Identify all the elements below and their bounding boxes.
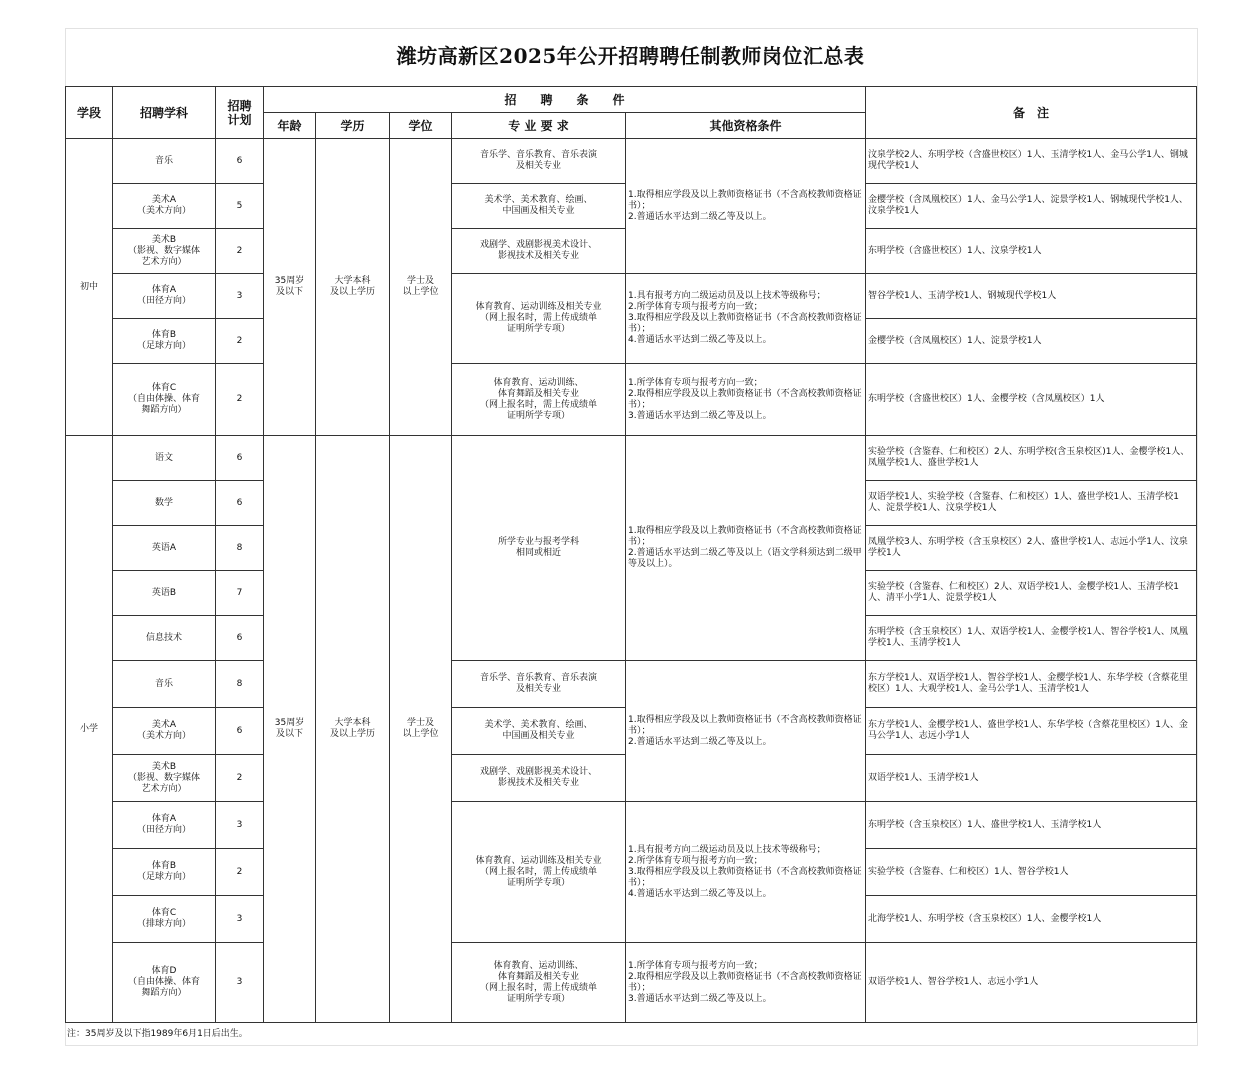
plan-cell: 3 (216, 943, 264, 1023)
notes-cell: 凤凰学校3人、东明学校（含玉泉校区）2人、盛世学校1人、志远小学1人、汶泉学校1人 (866, 526, 1197, 571)
subject-cell: 音乐 (113, 661, 216, 708)
plan-cell: 8 (216, 526, 264, 571)
subject-cell: 体育C （自由体操、体育 舞蹈方向） (113, 364, 216, 436)
header-education: 学历 (316, 113, 390, 139)
notes-cell: 东明学校（含玉泉校区）1人、双语学校1人、金樱学校1人、智谷学校1人、凤凰学校1人、玉清学校1人 (866, 616, 1197, 661)
degree-cell: 学士及 以上学位 (390, 139, 452, 436)
other-cell: 1.具有报考方向二级运动员及以上技术等级称号； 2.所学体育专项与报考方向一致； 3.取得相应学段及以上教师资格证书（不含高校教师资格证书）； 4.普通话水平达到二级乙等及以上。 (626, 274, 866, 364)
age-cell: 35周岁 及以下 (264, 139, 316, 436)
major-cell: 所学专业与报考学科 相同或相近 (452, 436, 626, 661)
age-cell: 35周岁 及以下 (264, 436, 316, 1023)
subject-cell: 英语A (113, 526, 216, 571)
table-row (66, 802, 1197, 849)
table-row (66, 274, 1197, 319)
notes-cell: 双语学校1人、玉清学校1人 (866, 755, 1197, 802)
plan-cell: 6 (216, 708, 264, 755)
plan-cell: 2 (216, 849, 264, 896)
header-conditions: 招 聘 条 件 (264, 87, 866, 113)
header-major: 专 业 要 求 (452, 113, 626, 139)
plan-cell: 6 (216, 139, 264, 184)
major-cell: 美术学、美术教育、绘画、 中国画及相关专业 (452, 184, 626, 229)
subject-cell: 体育D （自由体操、体育 舞蹈方向） (113, 943, 216, 1023)
header-other: 其他资格条件 (626, 113, 866, 139)
plan-cell: 2 (216, 755, 264, 802)
notes-cell: 实验学校（含鉴春、仁和校区）1人、智谷学校1人 (866, 849, 1197, 896)
other-cell: 1.具有报考方向二级运动员及以上技术等级称号； 2.所学体育专项与报考方向一致； 3.取得相应学段及以上教师资格证书（不含高校教师资格证书）； 4.普通话水平达到二级乙等及以上。 (626, 802, 866, 943)
table-row (66, 436, 1197, 481)
plan-cell: 2 (216, 319, 264, 364)
header-plan: 招聘 计划 (216, 87, 264, 139)
table-row (66, 943, 1197, 1023)
subject-cell: 体育B （足球方向） (113, 849, 216, 896)
notes-cell: 汶泉学校2人、东明学校（含盛世校区）1人、玉清学校1人、金马公学1人、钢城现代学校1人 (866, 139, 1197, 184)
major-cell: 戏剧学、戏剧影视美术设计、 影视技术及相关专业 (452, 229, 626, 274)
subject-cell: 体育A （田径方向） (113, 802, 216, 849)
stage-cell: 小学 (66, 436, 113, 1023)
table-row (66, 139, 1197, 184)
plan-cell: 2 (216, 229, 264, 274)
subject-cell: 数学 (113, 481, 216, 526)
header-subject: 招聘学科 (113, 87, 216, 139)
education-cell: 大学本科 及以上学历 (316, 139, 390, 436)
notes-cell: 东明学校（含盛世校区）1人、汶泉学校1人 (866, 229, 1197, 274)
subject-cell: 语文 (113, 436, 216, 481)
major-cell: 音乐学、音乐教育、音乐表演 及相关专业 (452, 139, 626, 184)
major-cell: 体育教育、运动训练及相关专业 （网上报名时，需上传成绩单 证明所学专项） (452, 274, 626, 364)
table-row (66, 364, 1197, 436)
subject-cell: 音乐 (113, 139, 216, 184)
notes-cell: 双语学校1人、智谷学校1人、志远小学1人 (866, 943, 1197, 1023)
notes-cell: 金樱学校（含凤凰校区）1人、金马公学1人、淀景学校1人、钢城现代学校1人、汶泉学校1人 (866, 184, 1197, 229)
other-cell: 1.所学体育专项与报考方向一致； 2.取得相应学段及以上教师资格证书（不含高校教师资格证书）； 3.普通话水平达到二级乙等及以上。 (626, 364, 866, 436)
major-cell: 体育教育、运动训练及相关专业 （网上报名时，需上传成绩单 证明所学专项） (452, 802, 626, 943)
notes-cell: 实验学校（含鉴春、仁和校区）2人、双语学校1人、金樱学校1人、玉清学校1人、清平小学1人、淀景学校1人 (866, 571, 1197, 616)
header-stage: 学段 (66, 87, 113, 139)
plan-cell: 6 (216, 436, 264, 481)
header-notes: 备 注 (866, 87, 1197, 139)
footnote: 注：35周岁及以下指1989年6月1日后出生。 (67, 1029, 248, 1039)
subject-cell: 信息技术 (113, 616, 216, 661)
header-degree: 学位 (390, 113, 452, 139)
page-title: 潍坊高新区2025年公开招聘聘任制教师岗位汇总表 (396, 44, 865, 68)
other-cell: 1.取得相应学段及以上教师资格证书（不含高校教师资格证书）； 2.普通话水平达到二级乙等及以上。 (626, 661, 866, 802)
notes-cell: 东明学校（含盛世校区）1人、金樱学校（含凤凰校区）1人 (866, 364, 1197, 436)
stage-cell: 初中 (66, 139, 113, 436)
plan-cell: 8 (216, 661, 264, 708)
notes-cell: 北海学校1人、东明学校（含玉泉校区）1人、金樱学校1人 (866, 896, 1197, 943)
education-cell: 大学本科 及以上学历 (316, 436, 390, 1023)
subject-cell: 体育C （排球方向） (113, 896, 216, 943)
subject-cell: 美术A （美术方向） (113, 708, 216, 755)
plan-cell: 3 (216, 802, 264, 849)
subject-cell: 体育B （足球方向） (113, 319, 216, 364)
major-cell: 戏剧学、戏剧影视美术设计、 影视技术及相关专业 (452, 755, 626, 802)
notes-cell: 智谷学校1人、玉清学校1人、钢城现代学校1人 (866, 274, 1197, 319)
major-cell: 美术学、美术教育、绘画、 中国画及相关专业 (452, 708, 626, 755)
subject-cell: 体育A （田径方向） (113, 274, 216, 319)
notes-cell: 双语学校1人、实验学校（含鉴春、仁和校区）1人、盛世学校1人、玉清学校1人、淀景学校1人、汶泉学校1人 (866, 481, 1197, 526)
subject-cell: 美术B （影视、数字媒体 艺术方向） (113, 229, 216, 274)
degree-cell: 学士及 以上学位 (390, 436, 452, 1023)
notes-cell: 东方学校1人、金樱学校1人、盛世学校1人、东华学校（含蔡花里校区）1人、金马公学1人、志远小学1人 (866, 708, 1197, 755)
notes-cell: 东方学校1人、双语学校1人、智谷学校1人、金樱学校1人、东华学校（含蔡花里校区）1人、大观学校1人、金马公学1人、玉清学校1人 (866, 661, 1197, 708)
notes-cell: 实验学校（含鉴春、仁和校区）2人、东明学校(含玉泉校区)1人、金樱学校1人、凤凰学校1人、盛世学校1人 (866, 436, 1197, 481)
other-cell: 1.取得相应学段及以上教师资格证书（不含高校教师资格证书）； 2.普通话水平达到二级乙等及以上（语文学科须达到二级甲等及以上）。 (626, 436, 866, 661)
header-age: 年龄 (264, 113, 316, 139)
other-cell: 1.取得相应学段及以上教师资格证书（不含高校教师资格证书）； 2.普通话水平达到二级乙等及以上。 (626, 139, 866, 274)
other-cell: 1.所学体育专项与报考方向一致； 2.取得相应学段及以上教师资格证书（不含高校教师资格证书）； 3.普通话水平达到二级乙等及以上。 (626, 943, 866, 1023)
subject-cell: 英语B (113, 571, 216, 616)
subject-cell: 美术B （影视、数字媒体 艺术方向） (113, 755, 216, 802)
plan-cell: 3 (216, 274, 264, 319)
plan-cell: 2 (216, 364, 264, 436)
major-cell: 体育教育、运动训练、 体育舞蹈及相关专业 （网上报名时，需上传成绩单 证明所学专项） (452, 943, 626, 1023)
plan-cell: 3 (216, 896, 264, 943)
recruitment-table (65, 86, 1197, 1023)
plan-cell: 6 (216, 616, 264, 661)
plan-cell: 6 (216, 481, 264, 526)
notes-cell: 东明学校（含玉泉校区）1人、盛世学校1人、玉清学校1人 (866, 802, 1197, 849)
plan-cell: 7 (216, 571, 264, 616)
notes-cell: 金樱学校（含凤凰校区）1人、淀景学校1人 (866, 319, 1197, 364)
table-row (66, 661, 1197, 708)
major-cell: 音乐学、音乐教育、音乐表演 及相关专业 (452, 661, 626, 708)
subject-cell: 美术A （美术方向） (113, 184, 216, 229)
plan-cell: 5 (216, 184, 264, 229)
major-cell: 体育教育、运动训练、 体育舞蹈及相关专业 （网上报名时，需上传成绩单 证明所学专项） (452, 364, 626, 436)
